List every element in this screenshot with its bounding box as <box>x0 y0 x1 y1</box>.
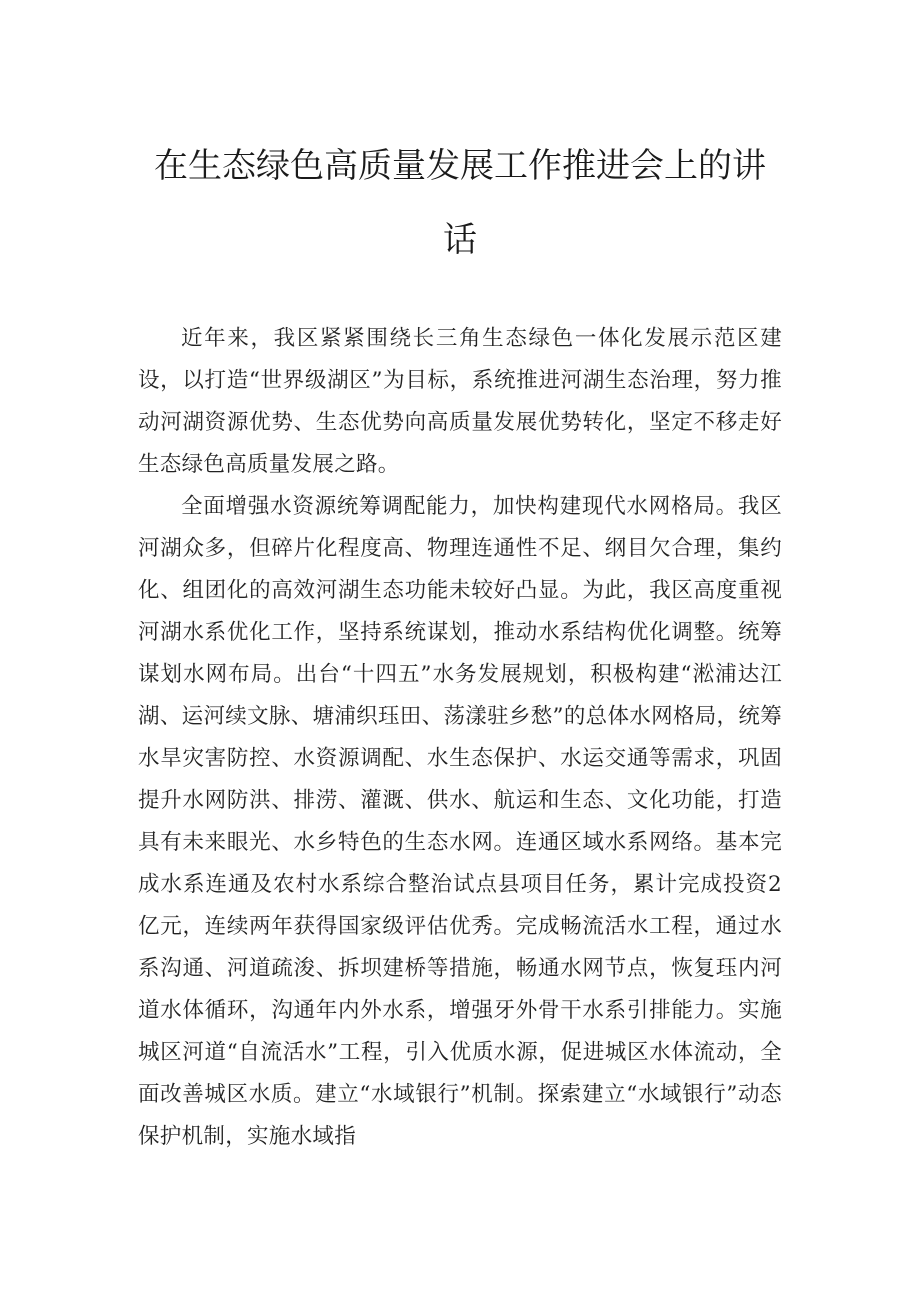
document-body <box>138 318 782 1158</box>
document-title-line-1: 在生态绿色高质量发展工作推进会上的讲 <box>154 146 766 186</box>
paragraph-intro: 近年来，我区紧紧围绕长三角生态绿色一体化发展示范区建设，以打造“世界级湖区”为目标，系统推进河湖生态治理，努力推动河湖资源优势、生态优势向高质量发展优势转化，坚定不移走好生态绿色高质量发展之路。 <box>138 326 782 477</box>
document-title-line-2: 话 <box>443 220 477 260</box>
paragraph-water-network: 全面增强水资源统筹调配能力，加快构建现代水网格局。我区河湖众多，但碎片化程度高、物理连通性不足、纲目欠合理，集约化、组团化的高效河湖生态功能未较好凸显。为此，我区高度重视河湖水系优化工作，坚持系统谋划，推动水系结构优化调整。统筹谋划水网布局。出台“十四五”水务发展规划，积极构建“淞浦达江湖、运河续文脉、塘浦织珏田、荡漾驻乡愁”的总体水网格局，统筹水旱灾害防控、水资源调配、水生态保护、水运交通等需求，巩固提升水网防洪、排涝、灌溉、供水、航运和生态、文化功能，打造具有未来眼光、水乡特色的生态水网。连通区域水系网络。基本完成水系连通及农村水系综合整治试点县项目任务，累计完成投资2亿元，连续两年获得国家级评估优秀。完成畅流活水工程，通过水系沟通、河道疏浚、拆坝建桥等措施，畅通水网节点，恢复珏内河道水体循环，沟通年内外水系，增强牙外骨干水系引排能力。实施城区河道“自流活水”工程，引入优质水源，促进城区水体流动，全面改善城区水质。建立“水域银行”机制。探索建立“水域银行”动态保护机制，实施水域指 <box>138 494 782 1149</box>
